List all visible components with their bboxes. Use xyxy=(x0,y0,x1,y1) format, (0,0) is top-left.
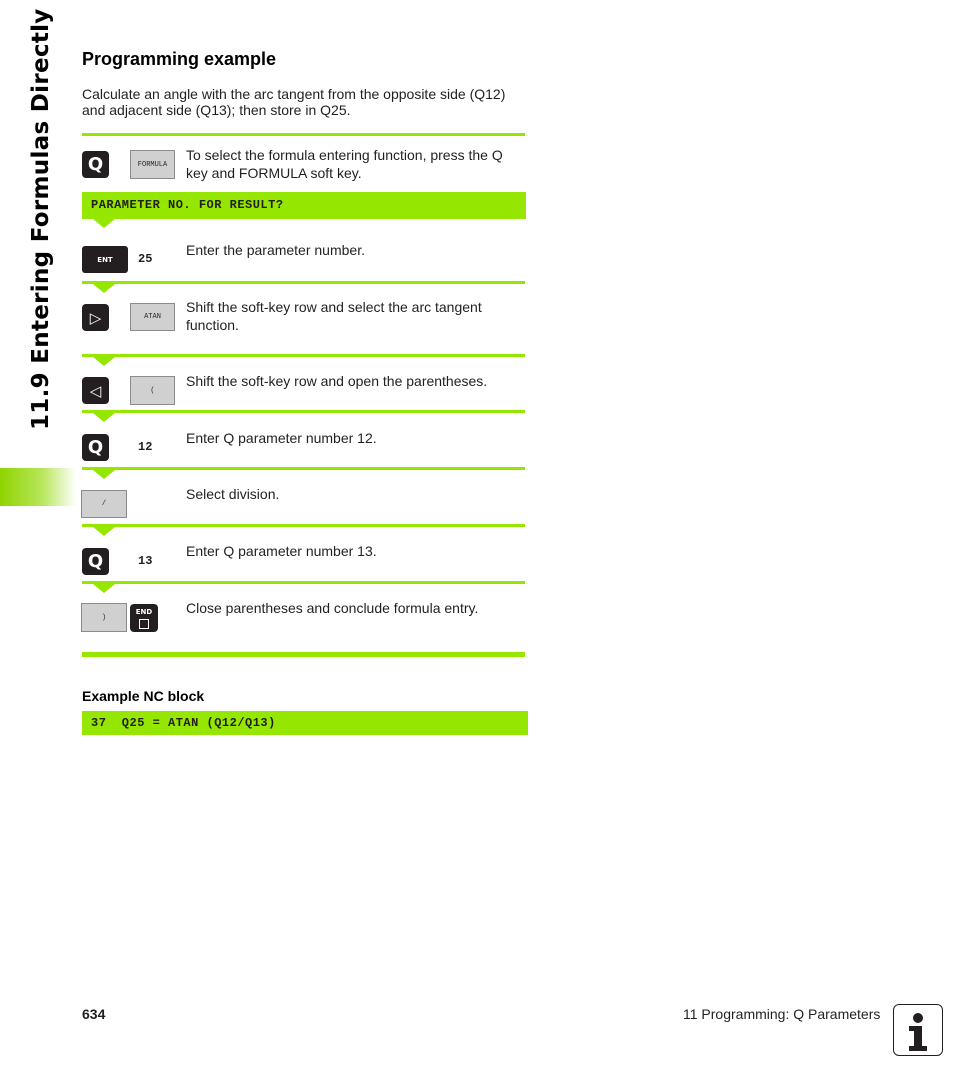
nc-block-label: Example NC block xyxy=(82,688,205,704)
nc-block-code: 37 Q25 = ATAN (Q12/Q13) xyxy=(82,711,528,735)
q-key[interactable]: Q xyxy=(82,434,109,461)
arrow-right-key[interactable]: ▷ xyxy=(82,304,109,331)
step-description: Shift the soft-key row and select the arc tangent function. xyxy=(186,299,482,333)
end-square-icon xyxy=(139,619,149,629)
divider xyxy=(82,524,525,527)
step-description: Shift the soft-key row and open the parentheses. xyxy=(186,373,488,389)
softkey-close-parenthesis[interactable]: ) xyxy=(81,603,127,632)
step-description: Enter Q parameter number 12. xyxy=(186,430,377,446)
softkey-atan[interactable]: ATAN xyxy=(130,303,175,331)
divider xyxy=(82,410,525,413)
input-value: 12 xyxy=(138,440,153,454)
info-icon xyxy=(893,1004,943,1056)
step-description: Select division. xyxy=(186,486,280,502)
intro-text: Calculate an angle with the arc tangent from the opposite side (Q12) and adjacent side (Q13); then store in Q25. xyxy=(82,86,506,118)
q-key[interactable]: Q xyxy=(82,548,109,575)
divider xyxy=(82,467,525,470)
page-number: 634 xyxy=(82,1006,106,1022)
step-pointer xyxy=(93,284,115,293)
input-value: 13 xyxy=(138,554,153,568)
step-description: Enter Q parameter number 13. xyxy=(186,543,377,559)
step-pointer xyxy=(93,219,115,228)
divider xyxy=(82,354,525,357)
chapter-title: 11 Programming: Q Parameters xyxy=(683,1006,881,1022)
step-pointer xyxy=(93,357,115,366)
section-title-vertical: 11.9 Entering Formulas Directly xyxy=(28,8,54,430)
divider xyxy=(82,133,525,136)
step-pointer xyxy=(93,584,115,593)
input-value: 25 xyxy=(138,252,153,266)
step-pointer xyxy=(93,527,115,536)
softkey-open-parenthesis[interactable]: ( xyxy=(130,376,175,405)
step-pointer xyxy=(93,470,115,479)
arrow-left-key[interactable]: ◁ xyxy=(82,377,109,404)
info-glyph-icon xyxy=(894,1005,941,1054)
softkey-division[interactable]: / xyxy=(81,490,127,518)
divider xyxy=(82,581,525,584)
ent-key[interactable]: ENT xyxy=(82,246,128,273)
end-key-label: END xyxy=(135,608,153,616)
step-description: Close parentheses and conclude formula entry. xyxy=(186,600,479,616)
softkey-formula[interactable]: FORMULA xyxy=(130,150,175,179)
chapter-tab-marker xyxy=(0,468,76,506)
divider-bottom xyxy=(82,652,525,657)
dialog-prompt: PARAMETER NO. FOR RESULT? xyxy=(82,192,526,219)
q-key[interactable]: Q xyxy=(82,151,109,178)
divider xyxy=(82,281,525,284)
page-heading: Programming example xyxy=(82,49,277,69)
step-description: To select the formula entering function, press the Q key and FORMULA soft key. xyxy=(186,147,503,181)
step-pointer xyxy=(93,413,115,422)
end-key[interactable] xyxy=(130,604,158,632)
step-description: Enter the parameter number. xyxy=(186,242,365,258)
